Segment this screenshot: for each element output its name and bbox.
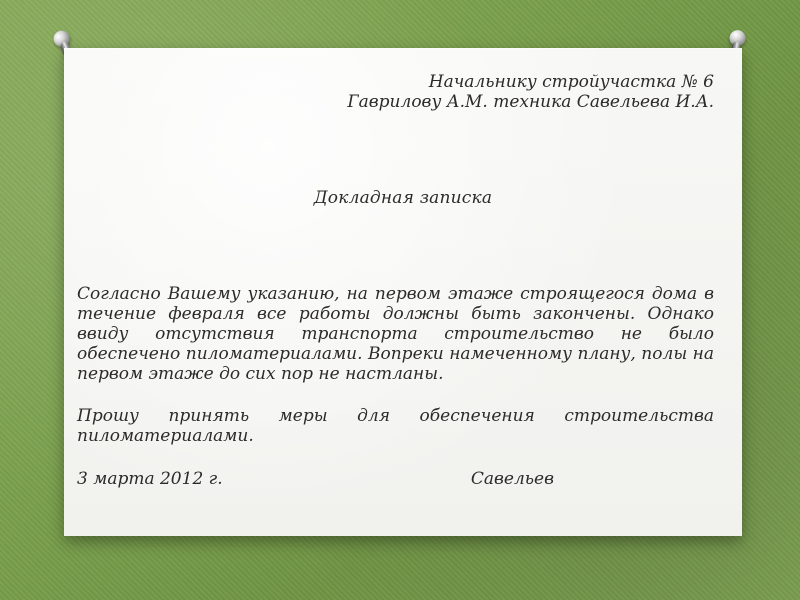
addressee-line-1: Начальнику стройучастка № 6 — [428, 72, 714, 92]
addressee-line-2: Гаврилову А.М. техника Савельева И.А. — [347, 92, 714, 112]
memo-body — [77, 284, 714, 489]
memo-title: Докладная записка — [313, 188, 493, 208]
memo-paper — [64, 48, 742, 536]
memo-signature: Савельев — [470, 469, 554, 489]
memo-paragraph-2: Прошу принять меры для обеспечения строительства пиломатериалами. — [77, 406, 714, 446]
addressee-block — [347, 72, 714, 112]
memo-paragraph-1: Согласно Вашему указанию, на первом этаже строящегося дома в течение февраля все работы должны быть закончены. Однако ввиду отсутствия транспорта строительство не было обеспечено пиломатериалами. Вопреки намеченному плану, полы на первом этаже до сих пор не настланы. — [77, 284, 714, 384]
memo-date: 3 марта 2012 г. — [77, 469, 223, 489]
memo-footer — [77, 469, 714, 489]
